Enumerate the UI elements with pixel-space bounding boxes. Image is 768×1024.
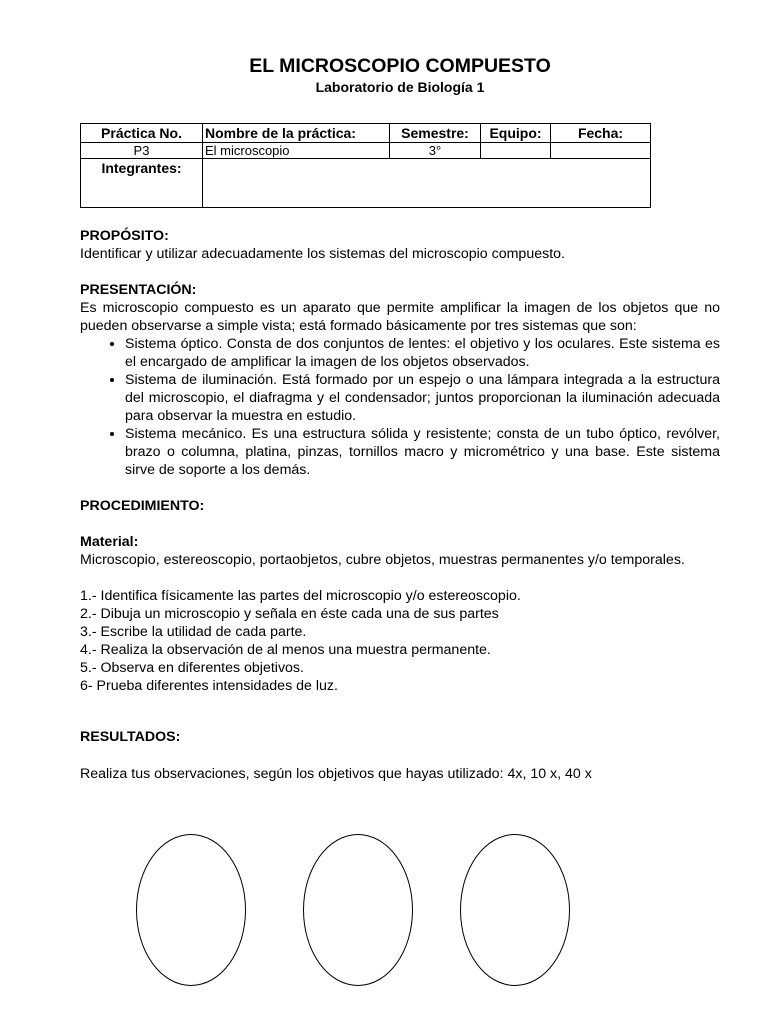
- header-equipo: Equipo:: [481, 124, 551, 143]
- proposito-heading: PROPÓSITO:: [80, 228, 169, 244]
- resultados-heading: RESULTADOS:: [80, 729, 181, 745]
- value-fecha[interactable]: [551, 143, 651, 159]
- header-semestre: Semestre:: [390, 124, 481, 143]
- table-header-row: [81, 124, 651, 143]
- material-heading: Material:: [80, 534, 139, 550]
- material-text: Microscopio, estereoscopio, portaobjetos, cubre objetos, muestras permanentes y/o temporales.: [80, 552, 685, 568]
- list-item: 1.- Identifica físicamente las partes del microscopio y/o estereoscopio.: [80, 588, 521, 604]
- document-page: [80, 54, 720, 783]
- list-item: 2.- Dibuja un microscopio y señala en éste cada una de sus partes: [80, 606, 499, 622]
- value-equipo[interactable]: [481, 143, 551, 159]
- list-item: • Sistema de iluminación. Está formado por un espejo o una lámpara integrada a la estructura del microscopio, el diafragma y el condensador; juntos proporcionan la iluminación adecuada para observar la muestra en estudio.: [125, 371, 720, 425]
- table-values-row: [81, 143, 651, 159]
- practice-info-table: [80, 123, 651, 208]
- list-item: 5.- Observa en diferentes objetivos.: [80, 660, 304, 676]
- list-item: 4.- Realiza la observación de al menos una muestra permanente.: [80, 642, 491, 658]
- observation-circle-1[interactable]: [136, 834, 246, 986]
- header-practica-no: Práctica No.: [81, 124, 203, 143]
- header-nombre-practica: Nombre de la práctica:: [203, 124, 390, 143]
- list-item: 3.- Escribe la utilidad de cada parte.: [80, 624, 307, 640]
- steps-list: [80, 587, 720, 695]
- observation-circle-3[interactable]: [460, 834, 570, 986]
- table-members-row: [81, 159, 651, 208]
- list-item: • Sistema mecánico. Es una estructura sólida y resistente; consta de un tubo óptico, revólver, brazo o columna, platina, pinzas, tornillos macro y micrométrico y una base. Este sistema sirve de soporte a los demás.: [125, 425, 720, 479]
- list-item: • Sistema óptico. Consta de dos conjuntos de lentes: el objetivo y los oculares. Este sistema es el encargado de amplificar la imagen de los objetos observados.: [125, 335, 720, 371]
- proposito-text: Identificar y utilizar adecuadamente los sistemas del microscopio compuesto.: [80, 246, 565, 262]
- document-title: EL MICROSCOPIO COMPUESTO: [249, 55, 551, 77]
- procedimiento-heading: PROCEDIMIENTO:: [80, 498, 205, 514]
- observation-circles: [80, 834, 720, 994]
- presentacion-heading: PRESENTACIÓN:: [80, 282, 197, 298]
- document-subtitle: Laboratorio de Biología 1: [315, 79, 485, 95]
- observation-circle-2[interactable]: [303, 834, 413, 986]
- value-practica-no[interactable]: P3: [81, 143, 203, 159]
- resultados-text: Realiza tus observaciones, según los objetivos que hayas utilizado: 4x, 10 x, 40 x: [80, 766, 592, 782]
- systems-list: [80, 335, 720, 479]
- members-value[interactable]: [203, 159, 651, 208]
- list-item: 6- Prueba diferentes intensidades de luz.: [80, 678, 338, 694]
- value-nombre-practica[interactable]: El microscopio: [203, 143, 390, 159]
- header-fecha: Fecha:: [551, 124, 651, 143]
- value-semestre[interactable]: 3°: [390, 143, 481, 159]
- members-label: Integrantes:: [81, 159, 203, 208]
- presentacion-intro: Es microscopio compuesto es un aparato que permite amplificar la imagen de los objetos que no pueden observarse a simple vista; está formado básicamente por tres sistemas que son:: [80, 300, 720, 334]
